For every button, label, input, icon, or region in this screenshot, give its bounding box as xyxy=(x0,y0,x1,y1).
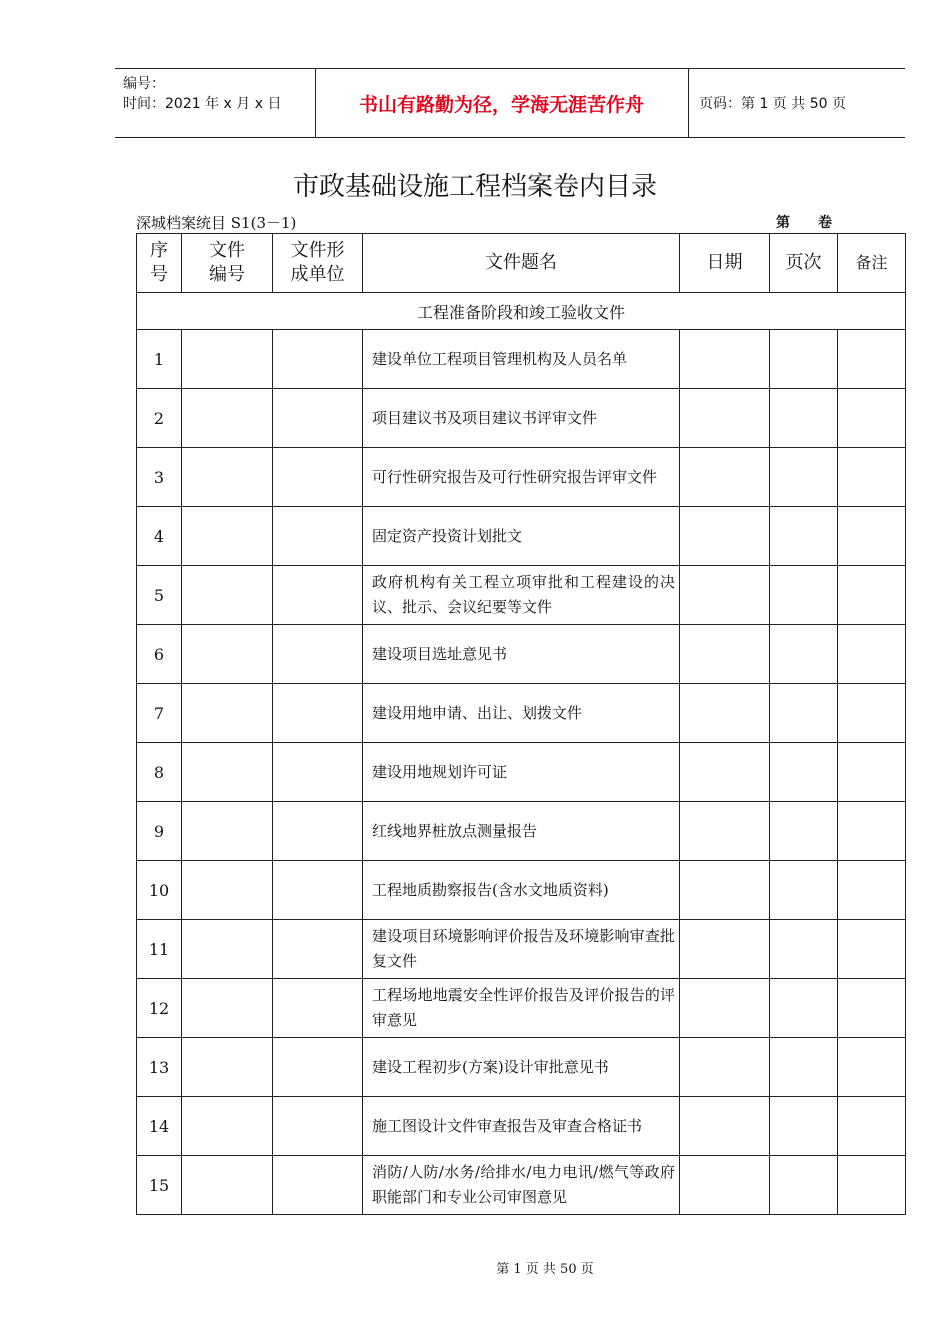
date-cell xyxy=(680,566,770,625)
section-row xyxy=(137,293,906,330)
table-row xyxy=(137,507,906,566)
page-header xyxy=(115,68,905,138)
file-number-cell xyxy=(182,566,273,625)
column-header-date: 日期 xyxy=(680,234,770,293)
table-row xyxy=(137,743,906,802)
pages-cell xyxy=(770,684,838,743)
unit-cell xyxy=(273,802,363,861)
file-number-cell xyxy=(182,625,273,684)
column-header-title: 文件题名 xyxy=(363,234,680,293)
unit-cell xyxy=(273,684,363,743)
pages-cell xyxy=(770,1097,838,1156)
date-cell xyxy=(680,802,770,861)
pages-cell xyxy=(770,861,838,920)
table-row xyxy=(137,389,906,448)
file-number-cell xyxy=(182,389,273,448)
header-meta xyxy=(115,69,316,137)
unit-cell xyxy=(273,1038,363,1097)
row-number: 11 xyxy=(137,920,182,979)
file-title-cell: 项目建议书及项目建议书评审文件 xyxy=(363,389,680,448)
page-footer: 第 1 页 共 50 页 xyxy=(496,1262,594,1277)
file-title-cell: 工程场地地震安全性评价报告及评价报告的评审意见 xyxy=(363,979,680,1038)
row-number: 4 xyxy=(137,507,182,566)
section-title: 工程准备阶段和竣工验收文件 xyxy=(137,293,906,330)
date-cell xyxy=(680,389,770,448)
column-header-remarks: 备注 xyxy=(838,234,906,293)
unit-cell xyxy=(273,625,363,684)
table-row xyxy=(137,330,906,389)
file-title-cell: 建设工程初步(方案)设计审批意见书 xyxy=(363,1038,680,1097)
date-cell xyxy=(680,979,770,1038)
table-row xyxy=(137,566,906,625)
remarks-cell xyxy=(838,920,906,979)
file-title-cell: 消防/人防/水务/给排水/电力电讯/燃气等政府职能部门和专业公司审图意见 xyxy=(363,1156,680,1215)
file-title-cell: 建设用地申请、出让、划拨文件 xyxy=(363,684,680,743)
date-cell xyxy=(680,1038,770,1097)
date-cell xyxy=(680,861,770,920)
row-number: 1 xyxy=(137,330,182,389)
date-cell xyxy=(680,507,770,566)
file-title-cell: 固定资产投资计划批文 xyxy=(363,507,680,566)
remarks-cell xyxy=(838,861,906,920)
pages-cell xyxy=(770,566,838,625)
header-page-info: 页码：第 1 页 共 50 页 xyxy=(699,96,846,112)
date-cell xyxy=(680,448,770,507)
unit-cell xyxy=(273,330,363,389)
document-number-label: 编号： xyxy=(123,76,165,92)
file-number-cell xyxy=(182,448,273,507)
remarks-cell xyxy=(838,743,906,802)
header-motto-cell xyxy=(315,69,689,137)
unit-cell xyxy=(273,566,363,625)
file-number-cell xyxy=(182,743,273,802)
unit-cell xyxy=(273,1097,363,1156)
pages-cell xyxy=(770,920,838,979)
remarks-cell xyxy=(838,1156,906,1215)
remarks-cell xyxy=(838,802,906,861)
unit-cell xyxy=(273,507,363,566)
header-motto: 书山有路勤为径，学海无涯苦作舟 xyxy=(358,93,644,116)
unit-cell xyxy=(273,861,363,920)
date-cell xyxy=(680,1156,770,1215)
document-title: 市政基础设施工程档案卷内目录 xyxy=(292,172,657,202)
file-number-cell xyxy=(182,861,273,920)
file-title-cell: 红线地界桩放点测量报告 xyxy=(363,802,680,861)
remarks-cell xyxy=(838,684,906,743)
file-title-cell: 建设项目环境影响评价报告及环境影响审查批复文件 xyxy=(363,920,680,979)
file-number-cell xyxy=(182,802,273,861)
file-number-cell xyxy=(182,979,273,1038)
date-cell xyxy=(680,330,770,389)
document-time-label: 时间：2021 年 x 月 x 日 xyxy=(123,96,282,112)
file-title-cell: 政府机构有关工程立项审批和工程建设的决议、批示、会议纪要等文件 xyxy=(363,566,680,625)
file-title-cell: 建设用地规划许可证 xyxy=(363,743,680,802)
table-row xyxy=(137,979,906,1038)
row-number: 8 xyxy=(137,743,182,802)
catalog-table xyxy=(136,233,906,1215)
file-number-cell xyxy=(182,1097,273,1156)
pages-cell xyxy=(770,802,838,861)
row-number: 3 xyxy=(137,448,182,507)
unit-cell xyxy=(273,389,363,448)
table-row xyxy=(137,684,906,743)
unit-cell xyxy=(273,743,363,802)
table-row xyxy=(137,1156,906,1215)
remarks-cell xyxy=(838,1038,906,1097)
row-number: 5 xyxy=(137,566,182,625)
unit-cell xyxy=(273,920,363,979)
table-row xyxy=(137,448,906,507)
row-number: 13 xyxy=(137,1038,182,1097)
pages-cell xyxy=(770,1156,838,1215)
column-header-file-no: 文件编号 xyxy=(182,234,273,293)
remarks-cell xyxy=(838,979,906,1038)
pages-cell xyxy=(770,389,838,448)
date-cell xyxy=(680,625,770,684)
unit-cell xyxy=(273,1156,363,1215)
file-number-cell xyxy=(182,684,273,743)
table-row xyxy=(137,1097,906,1156)
date-cell xyxy=(680,684,770,743)
file-title-cell: 施工图设计文件审查报告及审查合格证书 xyxy=(363,1097,680,1156)
table-row xyxy=(137,1038,906,1097)
file-number-cell xyxy=(182,1038,273,1097)
pages-cell xyxy=(770,625,838,684)
table-row xyxy=(137,920,906,979)
row-number: 12 xyxy=(137,979,182,1038)
pages-cell xyxy=(770,507,838,566)
remarks-cell xyxy=(838,507,906,566)
date-cell xyxy=(680,743,770,802)
file-title-cell: 建设单位工程项目管理机构及人员名单 xyxy=(363,330,680,389)
row-number: 14 xyxy=(137,1097,182,1156)
remarks-cell xyxy=(838,566,906,625)
pages-cell xyxy=(770,979,838,1038)
file-title-cell: 建设项目选址意见书 xyxy=(363,625,680,684)
unit-cell xyxy=(273,979,363,1038)
row-number: 15 xyxy=(137,1156,182,1215)
remarks-cell xyxy=(838,1097,906,1156)
remarks-cell xyxy=(838,448,906,507)
file-number-cell xyxy=(182,507,273,566)
file-title-cell: 工程地质勘察报告(含水文地质资料) xyxy=(363,861,680,920)
table-row xyxy=(137,802,906,861)
file-number-cell xyxy=(182,330,273,389)
row-number: 9 xyxy=(137,802,182,861)
row-number: 6 xyxy=(137,625,182,684)
row-number: 7 xyxy=(137,684,182,743)
row-number: 2 xyxy=(137,389,182,448)
remarks-cell xyxy=(838,330,906,389)
remarks-cell xyxy=(838,625,906,684)
file-number-cell xyxy=(182,920,273,979)
date-cell xyxy=(680,1097,770,1156)
unit-cell xyxy=(273,448,363,507)
table-row xyxy=(137,861,906,920)
table-header-row xyxy=(137,234,906,293)
date-cell xyxy=(680,920,770,979)
file-number-cell xyxy=(182,1156,273,1215)
pages-cell xyxy=(770,448,838,507)
column-header-pages: 页次 xyxy=(770,234,838,293)
pages-cell xyxy=(770,330,838,389)
pages-cell xyxy=(770,1038,838,1097)
pages-cell xyxy=(770,743,838,802)
row-number: 10 xyxy=(137,861,182,920)
form-code: 深城档案统目 S1(3－1) xyxy=(136,214,297,232)
table-row xyxy=(137,625,906,684)
volume-label: 第 卷 xyxy=(776,215,832,231)
column-header-seq: 序号 xyxy=(137,234,182,293)
remarks-cell xyxy=(838,389,906,448)
file-title-cell: 可行性研究报告及可行性研究报告评审文件 xyxy=(363,448,680,507)
column-header-unit: 文件形成单位 xyxy=(273,234,363,293)
